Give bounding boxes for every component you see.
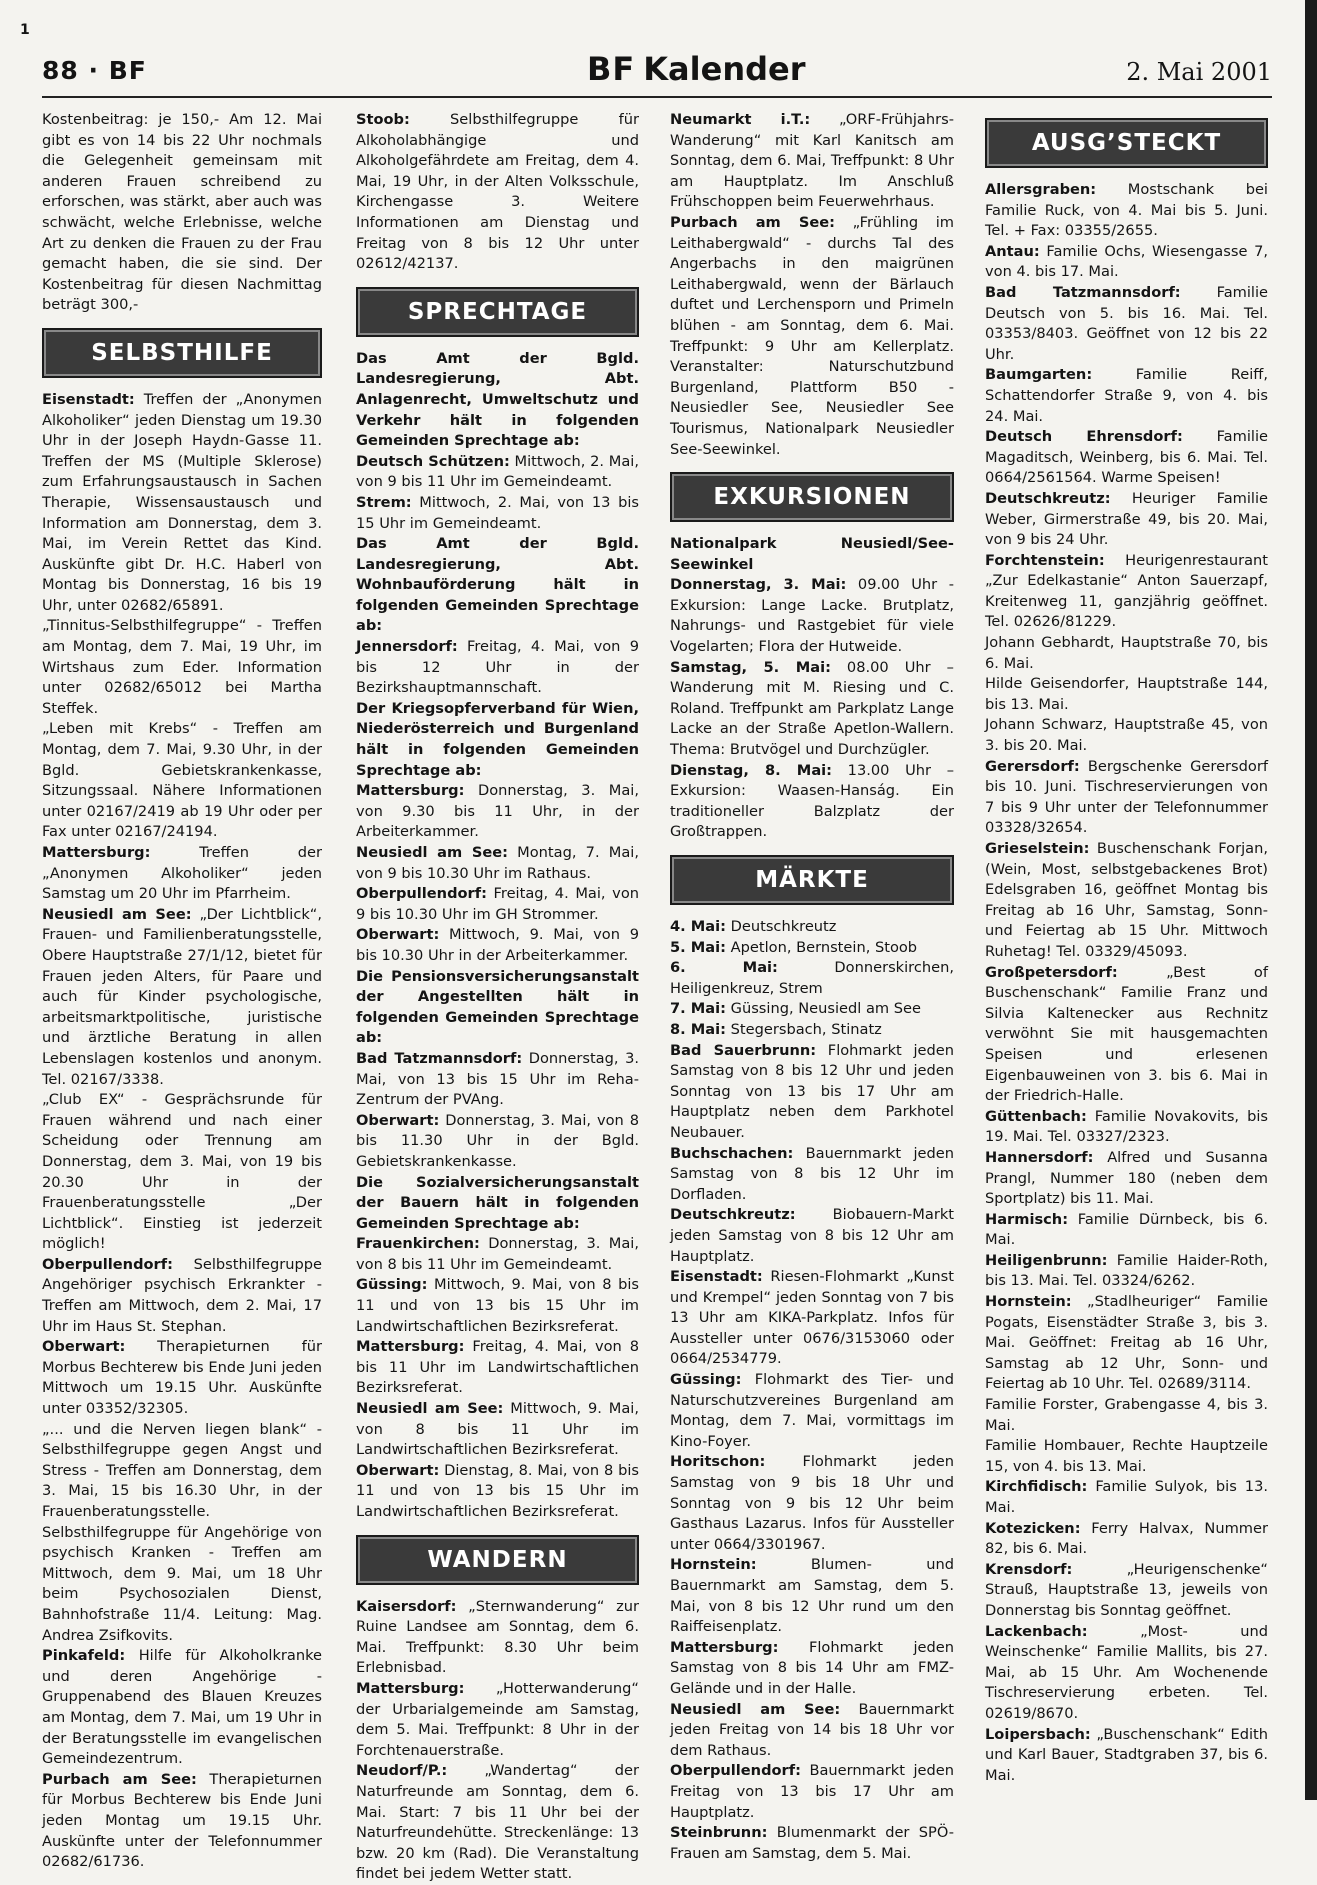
section-title: Kalender xyxy=(643,50,806,88)
entry-place: Oberpullendorf: xyxy=(670,1762,801,1780)
calendar-entry xyxy=(985,1477,1268,1518)
entry-place: Neusiedl am See: xyxy=(670,1700,841,1718)
entry-text: Treffen der „Anonymen Alkoholiker“ jeden Dienstag um 19.30 Uhr in der Joseph Haydn-Gasse 11. Treffen der MS (Multiple Sklerose) zum Erfahrungsaustausch in Sachen Therapie, Wissensaustausch und Information am Donnerstag, dem 3. Mai, im Verein Rettet das Kind. Auskünfte gibt Dr. H.C. Haberl von Montag bis Donnerstag, 16 bis 19 Uhr, unter 02682/65891. xyxy=(42,390,322,614)
calendar-entry xyxy=(356,637,639,699)
entry-text: Buschenschank Forjan, (Wein, Most, selbstgebackenes Brot) Edelsgraben 16, geöffnet Montag bis Freitag ab 16 Uhr, Samstag, Sonn- und Feiertag ab 15 Uhr. Mittwoch Ruhetag! Tel. 03329/45093. xyxy=(985,840,1268,960)
entry-text: Alfred und Susanna Prangl, Nummer 180 (neben dem Sportplatz) bis 11. Mai. xyxy=(985,1148,1268,1208)
entry-place: Bad Tatzmannsdorf: xyxy=(356,1049,523,1067)
entry-text: Flohmarkt jeden Samstag von 8 bis 14 Uhr am FMZ-Gelände und in der Halle. xyxy=(670,1638,954,1697)
calendar-entry xyxy=(670,917,954,938)
calendar-entry xyxy=(670,999,954,1020)
entry-text: Flohmarkt jeden Samstag von 9 bis 18 Uhr und Sonntag von 9 bis 12 Uhr beim Gasthaus Lazarus. Infos für Aussteller unter 0664/3301967. xyxy=(670,1453,954,1553)
entry-place: Allersgraben: xyxy=(985,181,1097,198)
calendar-entry xyxy=(42,1523,322,1647)
calendar-entry xyxy=(985,242,1268,283)
calendar-entry xyxy=(670,1267,954,1370)
entry-place: Horitschon: xyxy=(670,1453,766,1471)
calendar-entry xyxy=(670,1700,954,1762)
sub-heading: Nationalpark Neusiedl/See-Seewinkel xyxy=(670,535,954,573)
calendar-entry xyxy=(985,365,1268,427)
calendar-entry xyxy=(670,1020,954,1041)
entry-text: Hilde Geisendorfer, Hauptstraße 144, bis 13. Mai. xyxy=(985,675,1268,713)
calendar-entry xyxy=(670,575,954,657)
entry-place: 7. Mai: xyxy=(670,1000,726,1018)
entry-place: Forchtenstein: xyxy=(985,551,1105,569)
calendar-entry xyxy=(670,1638,954,1700)
entry-place: Harmisch: xyxy=(985,1210,1069,1228)
issue-date: 2. Mai 2001 xyxy=(1126,58,1272,86)
calendar-entry xyxy=(985,427,1268,489)
column-3 xyxy=(670,110,954,1862)
calendar-entry xyxy=(985,1519,1268,1560)
entry-place: Oberwart: xyxy=(356,1461,440,1479)
entry-text: Familie Novakovits, bis 19. Mai. Tel. 03327/2323. xyxy=(985,1107,1268,1146)
entry-text: Selbsthilfegruppe für Angehörige von psychisch Kranken - Treffen am Mittwoch, dem 9. Mai, um 18 Uhr beim Psychosozialen Dienst, Bahnhofstraße 11/4. Leitung: Mag. Andrea Zsifkovits. xyxy=(42,1523,322,1644)
calendar-entry xyxy=(356,1111,639,1173)
entry-place: Deutsch Schützen: xyxy=(356,452,510,470)
entry-place: Neusiedl am See: xyxy=(42,905,192,923)
section-heading: WANDERN xyxy=(356,1535,639,1585)
entry-place: Heiligenbrunn: xyxy=(985,1251,1108,1269)
calendar-entry xyxy=(42,905,322,1090)
calendar-entry xyxy=(42,1420,322,1523)
calendar-entry xyxy=(985,551,1268,633)
entry-text: „Club EX“ - Gesprächsrunde für Frauen während und nach einer Scheidung oder Trennung am Donnerstag, dem 3. Mai, von 19 bis 20.30 Uhr in der Frauenberatungsstelle „Der Lichtblick“. Einstieg ist jederzeit möglich! xyxy=(42,1091,322,1253)
calendar-entry xyxy=(670,1370,954,1452)
sub-heading: Das Amt der Bgld. Landesregierung, Abt. Wohnbauförderung hält in folgenden Gemeinden Sprechtage ab: xyxy=(356,535,639,635)
entry-place: Purbach am See: xyxy=(42,1770,197,1788)
entry-place: Güttenbach: xyxy=(985,1107,1087,1125)
calendar-entry xyxy=(356,884,639,925)
calendar-entry xyxy=(670,1452,954,1555)
entry-place: Deutschkreutz: xyxy=(670,1206,796,1224)
sub-heading: Die Pensionsversicherungsanstalt der Angestellten hält in folgenden Gemeinden Sprechtage ab: xyxy=(356,967,639,1047)
calendar-entry xyxy=(670,1555,954,1637)
calendar-entry xyxy=(670,958,954,999)
entry-place: Purbach am See: xyxy=(670,213,835,231)
entry-place: Baumgarten: xyxy=(985,366,1093,384)
entry-place: Neusiedl am See: xyxy=(356,1400,504,1418)
entry-text: Bergschenke Gerersdorf bis 10. Juni. Tischreservierungen von 7 bis 9 Uhr unter der Telefonnummer 03328/32654. xyxy=(985,757,1268,837)
entry-text: „Frühling im Leithabergwald“ - durchs Tal des Angerbachs in den maigrünen Leithabergwald, wenn der Bärlauch duftet und Lerchensporn und Primeln blühen - am Sonntag, dem 6. Mai. Treffpunkt: 9 Uhr am Kellerplatz. Veranstalter: Naturschutzbund Burgenland, Plattform B50 - Neusiedler See, Neusiedler See Tourismus, Nationalpark Neusiedler See-Seewinkel. xyxy=(670,213,954,458)
entry-text: „Sternwanderung“ zur Ruine Landsee am Sonntag, dem 6. Mai. Treffpunkt: 8.30 Uhr beim Erlebnisbad. xyxy=(356,1597,639,1677)
entry-text: Johann Schwarz, Hauptstraße 45, von 3. bis 20. Mai. xyxy=(985,716,1268,755)
calendar-entry xyxy=(42,390,322,617)
entry-text: Flohmarkt jeden Samstag von 8 bis 12 Uhr und jeden Sonntag von 13 bis 17 Uhr am Hauptplatz neben dem Parkhotel Neubauer. xyxy=(670,1041,954,1141)
entry-text: Kostenbeitrag: je 150,- Am 12. Mai gibt es von 14 bis 22 Uhr nochmals die Gelegenheit gemeinsam mit anderen Frauen schreibend zu erforschen, was stärkt, aber auch was schwächt, welche Erlebnisse, welche Art zu denken die Frauen zu der Frau gemacht haben, die sie sind. Der Kostenbeitrag für diesen Nachmittag beträgt 300,- xyxy=(42,111,322,314)
calendar-entry xyxy=(356,925,639,966)
calendar-entry xyxy=(985,674,1268,715)
entry-place: Eisenstadt: xyxy=(670,1268,763,1286)
calendar-entry xyxy=(985,1560,1268,1622)
calendar-entry xyxy=(42,1255,322,1337)
entry-text: Familie Sulyok, bis 13. Mai. xyxy=(985,1478,1268,1516)
entry-text: Selbsthilfegruppe für Alkoholabhängige und Alkoholgefährdete am Freitag, dem 4. Mai, 19 Uhr, in der Alten Volksschule, Kirchengasse 3. Weitere Informationen am Dienstag und Freitag von 8 bis 12 Uhr unter 02612/42137. xyxy=(356,111,639,273)
calendar-entry xyxy=(985,1210,1268,1251)
entry-text: Apetlon, Bernstein, Stoob xyxy=(726,938,918,956)
entry-text: Johann Gebhardt, Hauptstraße 70, bis 6. Mai. xyxy=(985,634,1268,672)
calendar-entry xyxy=(670,1041,954,1144)
entry-place: Eisenstadt: xyxy=(42,390,135,408)
section-heading: SELBSTHILFE xyxy=(42,328,322,378)
entry-text: Familie Reiff, Schattendorfer Straße 9, von 4. bis 24. Mai. xyxy=(985,366,1268,425)
entry-place: Großpetersdorf: xyxy=(985,963,1118,981)
calendar-entry xyxy=(670,1823,954,1864)
entry-text: Treffen der „Anonymen Alkoholiker“ jeden Samstag um 20 Uhr im Pfarrheim. xyxy=(42,844,322,903)
entry-text: Mittwoch, 2. Mai, von 9 bis 11 Uhr im Gemeindeamt. xyxy=(356,452,639,491)
calendar-entry xyxy=(356,1761,639,1885)
calendar-entry xyxy=(670,110,954,213)
entry-place: Neudorf/P.: xyxy=(356,1762,448,1780)
calendar-entry xyxy=(985,1395,1268,1436)
calendar-entry xyxy=(356,1337,639,1399)
sub-heading: Der Kriegsopferverband für Wien, Niederösterreich und Burgenland hält in folgenden Gemeinden Sprechtage ab: xyxy=(356,699,639,779)
entry-place: Donnerstag, 3. Mai: xyxy=(670,576,847,594)
entry-text: Familie Deutsch von 5. bis 16. Mai. Tel. 03353/8403. Geöffnet von 12 bis 22 Uhr. xyxy=(985,283,1269,363)
entry-text: Familie Ochs, Wiesengasse 7, von 4. bis 17. Mai. xyxy=(985,242,1268,281)
entry-place: Lackenbach: xyxy=(985,1622,1088,1640)
entry-text: Therapieturnen für Morbus Bechterew bis Ende Juni jeden Mittwoch um 19.15 Uhr. Auskünfte unter 03352/32305. xyxy=(42,1338,322,1418)
calendar-entry xyxy=(356,1234,639,1275)
entry-place: Steinbrunn: xyxy=(670,1824,768,1842)
entry-place: Antau: xyxy=(985,242,1040,260)
entry-place: Pinkafeld: xyxy=(42,1647,126,1665)
entry-place: Kotezicken: xyxy=(985,1519,1081,1537)
calendar-entry xyxy=(356,1597,639,1679)
entry-text: Deutschkreutz xyxy=(726,918,837,935)
entry-place: Bad Tatzmannsdorf: xyxy=(985,283,1181,301)
entry-text: 08.00 Uhr – Wanderung mit M. Riesing und C. Roland. Treffpunkt am Parkplatz Lange Lacke an der Straße Apetlon-Wallern. Thema: Brutvögel und Durchzügler. xyxy=(670,658,954,759)
calendar-entry xyxy=(42,843,322,905)
entry-place: Güssing: xyxy=(670,1371,742,1389)
entry-place: Oberpullendorf: xyxy=(356,885,487,903)
calendar-entry xyxy=(985,1725,1268,1787)
entry-place: Kaisersdorf: xyxy=(356,1597,457,1615)
sub-heading: Die Sozialversicherungsanstalt der Bauern hält in folgenden Gemeinden Sprechtage ab: xyxy=(356,1173,639,1232)
calendar-entry xyxy=(356,1679,639,1761)
entry-text: „Der Lichtblick“, Frauen- und Familienberatungsstelle, Obere Hauptstraße 27/1/12, bietet für Frauen jeden Alters, für Paare und auch für Kinder psychologische, arbeitsmarktpolitische, juristische und ärztliche Beratung in allen Lebenslagen kostenlos und anonym. Tel. 02167/3338. xyxy=(42,905,322,1088)
entry-text: Familie Haider-Roth, bis 13. Mai. Tel. 03324/6262. xyxy=(985,1251,1268,1290)
entry-text: 13.00 Uhr – Exkursion: Waasen-Hanság. Ein traditioneller Balzplatz der Großtrappen. xyxy=(670,761,954,841)
calendar-entry xyxy=(985,1622,1268,1725)
entry-place: Gerersdorf: xyxy=(985,757,1080,775)
entry-text: Flohmarkt des Tier- und Naturschutzvereines Burgenland am Montag, dem 7. Mai, vormittags im Kino-Foyer. xyxy=(670,1371,954,1450)
entry-place: Neusiedl am See: xyxy=(356,844,508,861)
calendar-entry xyxy=(985,180,1268,242)
entry-text: Bauernmarkt jeden Samstag von 8 bis 12 Uhr im Dorfladen. xyxy=(670,1144,954,1203)
entry-place: Neumarkt i.T.: xyxy=(670,111,811,128)
corner-mark: 1 xyxy=(20,22,30,38)
calendar-entry xyxy=(356,493,639,534)
entry-text: Donnerstag, 3. Mai, von 13 bis 15 Uhr im Reha-Zentrum der PVAng. xyxy=(356,1049,639,1109)
entry-place: Oberpullendorf: xyxy=(42,1255,173,1273)
entry-text: Heuriger Familie Weber, Girmerstraße 49, bis 20. Mai, von 9 bis 24 Uhr. xyxy=(985,489,1268,549)
entry-place: Samstag, 5. Mai: xyxy=(670,658,831,676)
entry-text: Donnerstag, 3. Mai, von 8 bis 11 Uhr im Gemeindeamt. xyxy=(356,1235,639,1273)
calendar-entry xyxy=(356,1275,639,1337)
calendar-entry xyxy=(356,781,639,843)
entry-text: Freitag, 4. Mai, von 8 bis 11 Uhr im Landwirtschaftlichen Bezirksreferat. xyxy=(356,1338,639,1397)
entry-text: „... und die Nerven liegen blank“ - Selbsthilfegruppe gegen Angst und Stress - Treffen am Donnerstag, dem 3. Mai, 15 bis 16.30 Uhr, in der Frauenberatungsstelle. xyxy=(42,1420,322,1520)
calendar-entry xyxy=(985,1436,1268,1477)
entry-place: Hornstein: xyxy=(985,1293,1072,1311)
sub-heading: Das Amt der Bgld. Landesregierung, Abt. Anlagenrecht, Umweltschutz und Verkehr hält in folgenden Gemeinden Sprechtage ab: xyxy=(356,349,639,450)
section-heading: SPRECHTAGE xyxy=(356,287,639,337)
entry-place: Hornstein: xyxy=(670,1556,757,1574)
calendar-entry xyxy=(356,843,639,884)
entry-text: Blumen- und Bauernmarkt am Samstag, dem 5. Mai, von 8 bis 12 Uhr rund um den Raiffeisenplatz. xyxy=(670,1556,954,1636)
entry-place: Mattersburg: xyxy=(356,782,465,800)
entry-place: 5. Mai: xyxy=(670,938,726,956)
entry-text: Freitag, 4. Mai, von 9 bis 10.30 Uhr im GH Strommer. xyxy=(356,885,639,923)
entry-text: Dienstag, 8. Mai, von 8 bis 11 und von 13 bis 15 Uhr im Landwirtschaftlichen Bezirksreferat. xyxy=(356,1461,639,1520)
section-heading: MÄRKTE xyxy=(670,855,954,905)
entry-text: Montag, 7. Mai, von 9 bis 10.30 Uhr im Rathaus. xyxy=(356,844,640,882)
entry-place: Oberwart: xyxy=(42,1338,126,1356)
entry-text: 09.00 Uhr - Exkursion: Lange Lacke. Brutplatz, Nahrungs- und Rastgebiet für viele Vogelarten; Flora der Hutweide. xyxy=(670,576,954,656)
column-1 xyxy=(42,110,322,1871)
calendar-entry xyxy=(42,1646,322,1770)
calendar-entry xyxy=(670,938,954,959)
entry-text: Biobauern-Markt jeden Samstag von 8 bis 12 Uhr am Hauptplatz. xyxy=(670,1206,954,1265)
entry-place: Dienstag, 8. Mai: xyxy=(670,761,833,779)
column-2 xyxy=(356,110,640,1883)
entry-text: Mostschank bei Familie Ruck, von 4. Mai bis 5. Juni. Tel. + Fax: 03355/2655. xyxy=(985,181,1268,240)
entry-text: „Wandertag“ der Naturfreunde am Sonntag, dem 6. Mai. Start: 7 bis 11 Uhr bei der Naturfreundehütte. Streckenlänge: 13 bzw. 20 km (Rad). Die Veranstaltung findet bei jedem Wetter statt. xyxy=(356,1762,639,1883)
entry-text: „Buschenschank“ Edith und Karl Bauer, Stadtgraben 37, bis 6. Mai. xyxy=(985,1725,1268,1784)
entry-text: Therapieturnen für Morbus Bechterew bis Ende Juni jeden Montag um 19.15 Uhr. Auskünfte unter der Telefonnummer 02682/61736. xyxy=(42,1770,322,1871)
calendar-entry xyxy=(985,1148,1268,1210)
page-number: 88 · BF xyxy=(42,56,147,85)
calendar-entry xyxy=(670,658,954,761)
calendar-entry xyxy=(985,963,1268,1107)
entry-text: Bauernmarkt jeden Freitag von 14 bis 18 Uhr vor dem Rathaus. xyxy=(670,1700,954,1759)
calendar-entry xyxy=(985,1251,1268,1292)
column-4 xyxy=(985,110,1268,1790)
entry-text: „Hotterwanderung“ der Urbarialgemeinde am Samstag, dem 5. Mai. Treffpunkt: 8 Uhr in der Forchtenauerstraße. xyxy=(356,1679,639,1759)
calendar-entry xyxy=(356,1049,639,1111)
entry-place: Jennersdorf: xyxy=(356,638,458,656)
calendar-entry xyxy=(356,1399,639,1461)
entry-text: Familie Magaditsch, Weinberg, bis 6. Mai. Tel. 0664/2561564. Warme Speisen! xyxy=(985,428,1268,487)
calendar-entry xyxy=(985,633,1268,674)
calendar-entry xyxy=(670,1205,954,1267)
calendar-entry xyxy=(670,1761,954,1823)
calendar-entry xyxy=(356,452,639,493)
entry-text: „Stadlheuriger“ Familie Pogats, Eisenstädter Straße 3, bis 3. Mai. Geöffnet: Freitag ab 16 Uhr, Samstag ab 12 Uhr, Sonn- und Feiertag ab 10 Uhr. Tel. 02689/3114. xyxy=(985,1293,1268,1393)
entry-text: Mittwoch, 9. Mai, von 9 bis 10.30 Uhr in der Arbeiterkammer. xyxy=(356,926,639,964)
entry-text: Donnerstag, 3. Mai, von 9.30 bis 11 Uhr, in der Arbeiterkammer. xyxy=(356,782,639,841)
entry-text: Heurigenrestaurant „Zur Edelkastanie“ Anton Sauerzapf, Kreitenweg 11, ganzjährig geöffnet. Tel. 02626/81229. xyxy=(985,551,1268,631)
entry-text: Familie Forster, Grabengasse 4, bis 3. Mai. xyxy=(985,1396,1268,1434)
entry-text: Mittwoch, 2. Mai, von 13 bis 15 Uhr im Gemeindeamt. xyxy=(356,493,639,532)
entry-text: Selbsthilfegruppe Angehöriger psychisch Erkrankter - Treffen am Mittwoch, dem 2. Mai, 17 Uhr im Haus St. Stephan. xyxy=(42,1255,322,1335)
calendar-entry xyxy=(985,1292,1268,1395)
section-heading: EXKURSIONEN xyxy=(670,472,954,522)
entry-text: Ferry Halvax, Nummer 82, bis 6. Mai. xyxy=(985,1519,1268,1558)
entry-place: Hannersdorf: xyxy=(985,1148,1094,1166)
entry-text: Donnerstag, 3. Mai, von 8 bis 11.30 Uhr in der Bgld. Gebietskrankenkasse. xyxy=(356,1111,639,1170)
entry-text: „Leben mit Krebs“ - Treffen am Montag, dem 7. Mai, 9.30 Uhr, in der Bgld. Gebietskrankenkasse, Sitzungssaal. Nähere Informationen unter 02167/2419 ab 19 Uhr oder per Fax unter 02167/24194. xyxy=(42,720,322,841)
entry-text: Familie Hombauer, Rechte Hauptzeile 15, von 4. bis 13. Mai. xyxy=(985,1437,1268,1475)
entry-place: Kirchfidisch: xyxy=(985,1478,1088,1496)
calendar-entry xyxy=(985,757,1268,839)
calendar-entry xyxy=(670,1144,954,1206)
calendar-entry xyxy=(985,489,1268,551)
entry-text: Blumenmarkt der SPÖ-Frauen am Samstag, dem 5. Mai. xyxy=(670,1824,954,1862)
entry-text: Familie Dürnbeck, bis 6. Mai. xyxy=(985,1210,1268,1249)
entry-place: Oberwart: xyxy=(356,1111,440,1129)
entry-text: „Tinnitus-Selbsthilfegruppe“ - Treffen am Montag, dem 7. Mai, 19 Uhr, im Wirtshaus zum Eder. Information unter 02682/65012 bei Martha Steffek. xyxy=(42,617,322,717)
entry-place: Bad Sauerbrunn: xyxy=(670,1041,817,1059)
calendar-entry xyxy=(985,1107,1268,1148)
calendar-entry xyxy=(985,715,1268,756)
calendar-entry xyxy=(356,110,639,275)
section-heading: AUSG’STECKT xyxy=(985,118,1268,168)
entry-text: Freitag, 4. Mai, von 9 bis 12 Uhr in der Bezirkshauptmannschaft. xyxy=(356,638,639,697)
entry-place: Deutsch Ehrensdorf: xyxy=(985,428,1183,446)
entry-place: Strem: xyxy=(356,493,412,511)
entry-place: Güssing: xyxy=(356,1276,428,1294)
entry-text: Bauernmarkt jeden Freitag von 13 bis 17 Uhr am Hauptplatz. xyxy=(670,1762,954,1821)
calendar-entry xyxy=(42,719,322,843)
calendar-entry xyxy=(670,213,954,460)
entry-text: „Most- und Weinschenke“ Familie Mallits, bis 27. Mai, ab 15 Uhr. Am Wochenende Tischreservierung erbeten. Tel. 02619/8670. xyxy=(985,1622,1268,1722)
entry-text: Riesen-Flohmarkt „Kunst und Krempel“ jeden Sonntag von 7 bis 13 Uhr am KIKA-Parkplatz. Infos für Aussteller unter 0676/3153060 oder 0664/2534779. xyxy=(670,1268,954,1368)
entry-text: Mittwoch, 9. Mai, von 8 bis 11 und von 13 bis 15 Uhr im Landwirtschaftlichen Bezirksreferat. xyxy=(356,1276,639,1335)
entry-text: „Best of Buschenschank“ Familie Franz und Silvia Kaltenecker aus Rechnitz verwöhnt Sie mit hausgemachten Speisen und erlesenen Eigenbauweinen von 3. bis 6. Mai in der Friedrich-Halle. xyxy=(985,963,1268,1105)
page-header xyxy=(42,50,1272,98)
entry-text: Mittwoch, 9. Mai, von 8 bis 11 Uhr im Landwirtschaftlichen Bezirksreferat. xyxy=(356,1400,639,1459)
calendar-entry xyxy=(670,761,954,843)
calendar-entry xyxy=(42,110,322,316)
entry-place: Grieselstein: xyxy=(985,840,1090,857)
calendar-entry xyxy=(42,1337,322,1419)
scan-edge xyxy=(1305,0,1317,1800)
entry-place: 6. Mai: xyxy=(670,959,778,977)
entry-place: Buchschachen: xyxy=(670,1144,794,1162)
calendar-entry xyxy=(42,616,322,719)
entry-text: Güssing, Neusiedl am See xyxy=(726,1000,922,1018)
entry-place: Loipersbach: xyxy=(985,1725,1091,1743)
calendar-entry xyxy=(985,839,1268,963)
entry-place: Oberwart: xyxy=(356,926,440,944)
entry-text: „Heurigenschenke“ Strauß, Hauptstraße 13, jeweils von Donnerstag bis Sonntag geöffnet. xyxy=(985,1560,1268,1619)
calendar-entry xyxy=(985,283,1268,365)
page-title xyxy=(587,50,805,88)
entry-place: 4. Mai: xyxy=(670,918,726,935)
entry-text: Hilfe für Alkoholkranke und deren Angehörige - Gruppenabend des Blauen Kreuzes am Montag, dem 7. Mai, um 19 Uhr in der Beratungsstelle im evangelischen Gemeindezentrum. xyxy=(42,1647,322,1768)
entry-place: Stoob: xyxy=(356,111,410,128)
entry-place: Mattersburg: xyxy=(356,1679,465,1697)
entry-place: Frauenkirchen: xyxy=(356,1235,480,1253)
entry-text: „ORF-Frühjahrs-Wanderung“ mit Karl Kanitsch am Sonntag, dem 6. Mai, Treffpunkt: 8 Uhr am Hauptplatz. Im Anschluß Frühschoppen beim Feuerwehrhaus. xyxy=(670,111,954,211)
entry-place: Krensdorf: xyxy=(985,1560,1073,1578)
entry-place: Mattersburg: xyxy=(356,1338,465,1356)
calendar-entry xyxy=(42,1770,322,1873)
calendar-entry xyxy=(42,1090,322,1255)
entry-place: Mattersburg: xyxy=(670,1638,779,1656)
calendar-entry xyxy=(356,1461,639,1523)
entry-place: 8. Mai: xyxy=(670,1020,726,1038)
entry-place: Mattersburg: xyxy=(42,844,151,861)
entry-text: Stegersbach, Stinatz xyxy=(726,1020,882,1038)
brand-logo: BF xyxy=(587,50,636,88)
entry-text: Donnerskirchen, Heiligenkreuz, Strem xyxy=(670,959,954,997)
entry-place: Deutschkreutz: xyxy=(985,489,1111,507)
